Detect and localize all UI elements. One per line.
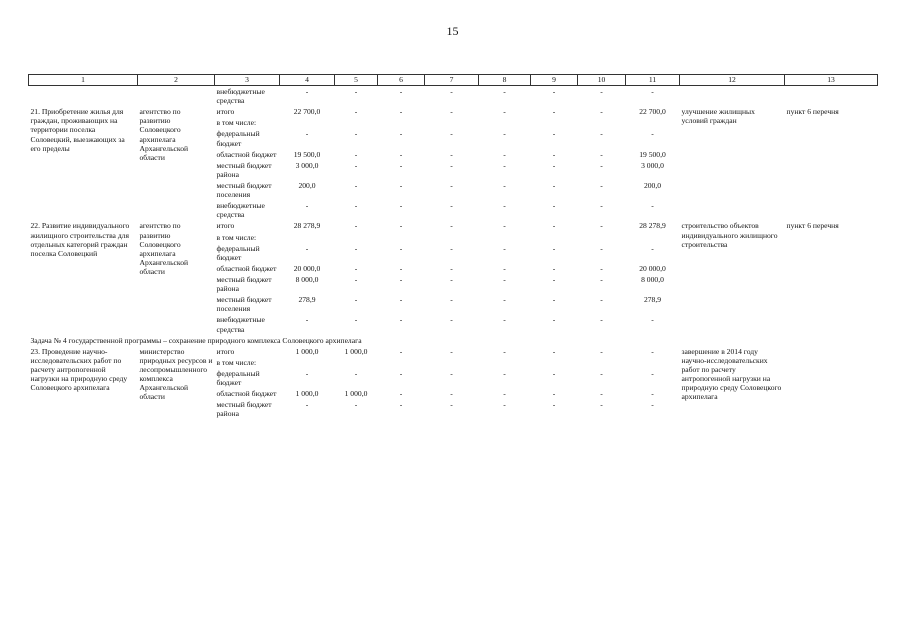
value-cell: - [600,107,603,117]
value-cell: 20 000,0 [639,263,666,273]
value-cell: - [651,400,654,410]
value-cell: - [552,368,556,378]
value-cell: 19 500,0 [293,149,321,159]
value-cell: - [354,160,358,170]
value-cell: 28 278,9 [293,221,321,231]
value-cell: - [651,129,654,139]
value-cell: - [354,107,358,117]
value-cell: 3 000,0 [641,160,664,170]
value-cell: - [651,389,654,399]
value-cell: - [651,201,654,211]
funding-source: в том числе: [216,118,257,128]
responsible-agency: агентство по развитию Соловецкого архипелага Архангельской области [139,107,189,162]
value-cell: - [600,295,603,305]
value-cell [378,232,425,243]
value-cell [280,232,335,243]
value-cell: - [450,389,453,399]
value-cell [531,232,578,243]
header-cell: 5 [335,75,378,86]
header-cell: 3 [215,75,280,86]
value-cell: 19 500,0 [639,149,666,159]
value-cell: - [450,221,453,231]
funding-source: областной бюджет [216,389,277,399]
expected-result: улучшение жилищных условий граждан [681,107,755,126]
value-cell: - [305,400,309,410]
value-cell: - [651,87,654,96]
value-cell: - [354,274,358,284]
value-cell: - [450,346,453,356]
value-cell: - [600,315,603,325]
header-cell: 13 [785,75,878,86]
value-cell: 3 000,0 [295,160,319,170]
value-cell: - [651,368,654,378]
value-cell: - [651,315,654,325]
value-cell: - [552,129,556,139]
value-cell: - [305,201,309,211]
task-row [29,335,878,346]
value-cell: - [399,346,403,356]
value-cell: - [600,201,603,211]
funding-source: внебюджетные средства [216,201,265,220]
value-cell: - [354,368,358,378]
value-cell: - [503,315,506,325]
value-cell: 22 700,0 [639,107,666,117]
value-cell [378,357,425,368]
value-cell: 278,9 [298,295,316,305]
value-cell: - [354,400,358,410]
value-cell [425,117,479,128]
value-cell: - [503,346,506,356]
value-cell: - [600,129,603,139]
value-cell: - [450,149,453,159]
value-cell: - [354,263,358,273]
value-cell: - [552,389,556,399]
value-cell [479,357,531,368]
value-cell: - [450,129,453,139]
responsible-agency: министерство природных ресурсов и лесопромышленного комплекса Архангельской области [139,346,213,402]
value-cell: - [552,180,556,190]
value-cell [479,117,531,128]
funding-source: в том числе: [216,357,257,367]
value-cell: - [552,149,556,159]
activity-name [29,86,138,107]
expected-result: строительство объектов индивидуального жилищного строительства [681,221,778,249]
activity-name: 21. Приобретение жилья для граждан, проживающих на территории поселка Соловецкий, выезжающих за его пределы [30,107,125,153]
value-cell: - [450,295,453,305]
value-cell: - [450,243,453,253]
value-cell: - [399,160,403,170]
header-cell: 4 [280,75,335,86]
responsible-agency [138,86,215,107]
value-cell: 278,9 [643,295,662,305]
header-cell: 11 [626,75,680,86]
expected-result [680,86,785,107]
header-cell: 10 [578,75,626,86]
value-cell: - [600,368,603,378]
value-cell: - [450,160,453,170]
header-cell: 2 [138,75,215,86]
value-cell: - [399,201,403,211]
page-number: 15 [446,24,459,38]
table-row [29,86,878,107]
value-cell: - [600,160,603,170]
reference-cell: пункт 6 перечня [786,221,839,231]
value-cell: - [450,315,453,325]
funding-source: местный бюджет района [216,274,272,294]
value-cell [531,357,578,368]
value-cell: - [305,129,309,139]
value-cell [626,232,680,243]
value-cell: 1 000,0 [344,389,368,399]
value-cell [378,117,425,128]
value-cell: - [503,201,506,211]
value-cell: - [503,180,506,190]
funding-source: в том числе: [216,232,257,242]
funding-source: местный бюджет поселения [216,295,272,314]
value-cell: - [399,221,403,231]
value-cell: - [503,129,506,139]
funding-source: итого [216,221,235,231]
table-row [29,106,878,117]
value-cell: - [552,221,556,231]
value-cell [531,117,578,128]
value-cell: - [399,180,403,190]
value-cell: - [503,160,506,170]
value-cell [578,117,626,128]
table-row [29,220,878,231]
value-cell: - [552,201,556,211]
value-cell: - [600,346,603,356]
funding-source: федеральный бюджет [216,129,260,148]
header-cell: 1 [29,75,138,86]
value-cell: - [305,315,309,325]
value-cell: - [503,400,506,410]
value-cell: - [552,243,556,253]
value-cell: - [503,295,506,305]
value-cell [578,232,626,243]
value-cell: - [600,149,603,159]
value-cell [425,357,479,368]
value-cell: - [399,149,403,159]
value-cell: 1 000,0 [295,346,319,356]
value-cell: - [399,129,403,139]
value-cell: - [600,243,603,253]
value-cell [479,232,531,243]
value-cell: - [600,400,603,410]
value-cell: - [552,400,556,410]
value-cell: - [450,201,453,211]
value-cell: - [399,295,403,305]
value-cell: - [399,400,403,410]
value-cell: - [450,274,453,284]
funding-source: внебюджетные средства [216,315,265,334]
value-cell: - [450,368,453,378]
value-cell: - [651,346,654,356]
funding-source: итого [216,107,235,117]
funding-source: федеральный бюджет [216,243,260,262]
value-cell: - [503,243,506,253]
value-cell: - [399,368,403,378]
value-cell [578,357,626,368]
value-cell: - [552,346,556,356]
value-cell [335,357,378,368]
value-cell: - [552,274,556,284]
value-cell: 200,0 [298,180,316,190]
header-cell: 8 [479,75,531,86]
task-heading: Задача № 4 государственной программы – сохранение природного комплекса Соловецкого архипелага [30,335,362,345]
expected-result: завершение в 2014 году научно-исследовательских работ по расчету антропогенной нагрузки на природную среду Соловецкого архипелага [681,346,782,402]
value-cell: 22 700,0 [293,107,321,117]
value-cell: - [450,400,453,410]
value-cell: - [354,221,358,231]
value-cell: 200,0 [643,180,662,190]
activity-name: 23. Проведение научно-исследовательских работ по расчету антропогенной нагрузки на природную среду Соловецкого архипелага [30,346,128,393]
value-cell: 8 000,0 [295,274,319,284]
value-cell: - [552,107,556,117]
value-cell: - [503,263,506,273]
value-cell: - [552,263,556,273]
value-cell: - [503,389,506,399]
program-table [28,74,878,420]
table-row [29,346,878,357]
funding-source: итого [216,346,235,356]
funding-source: областной бюджет [216,149,277,159]
value-cell [335,117,378,128]
value-cell: - [600,274,603,284]
value-cell: - [305,368,309,378]
funding-source: местный бюджет района [216,160,272,179]
funding-source: местный бюджет района [216,400,272,419]
value-cell: - [450,263,453,273]
value-cell: - [503,221,506,231]
value-cell: - [600,263,603,273]
value-cell: 28 278,9 [639,221,666,231]
value-cell: - [651,243,654,253]
value-cell: - [503,107,506,117]
value-cell [626,357,680,368]
value-cell: - [354,243,358,253]
header-cell: 12 [680,75,785,86]
funding-source: областной бюджет [216,263,277,273]
value-cell: - [503,368,506,378]
value-cell: - [600,87,603,96]
value-cell: - [600,180,603,190]
value-cell [425,232,479,243]
header-cell: 7 [425,75,479,86]
value-cell: 20 000,0 [293,263,321,273]
value-cell: - [399,389,403,399]
value-cell: - [503,87,506,96]
value-cell: - [399,315,403,325]
funding-source: местный бюджет поселения [216,180,272,200]
reference-cell: пункт 6 перечня [786,107,839,117]
value-cell: - [399,274,403,284]
value-cell: - [354,149,358,159]
value-cell: 8 000,0 [641,274,664,284]
value-cell: - [354,201,358,211]
funding-source: внебюджетные средства [216,87,265,106]
value-cell: - [354,315,358,325]
header-cell: 6 [378,75,425,86]
value-cell: - [503,274,506,284]
value-cell: - [354,129,358,139]
value-cell: - [354,180,358,190]
value-cell: - [552,295,556,305]
value-cell: - [399,263,403,273]
value-cell: - [552,160,556,170]
table-body [29,86,878,420]
value-cell: 1 000,0 [344,346,368,356]
value-cell: - [399,87,403,96]
value-cell: - [450,87,453,96]
value-cell: - [354,295,358,305]
value-cell [335,232,378,243]
value-cell: - [552,87,556,96]
value-cell: - [354,87,358,96]
value-cell: - [399,107,403,117]
value-cell: - [305,243,309,253]
value-cell: 1 000,0 [295,389,319,399]
activity-name: 22. Развитие индивидуального жилищного строительства для отдельных категорий граждан поселка Соловецкий [30,221,130,258]
value-cell: - [552,315,556,325]
reference-cell [785,346,878,420]
value-cell: - [600,389,603,399]
value-cell [626,117,680,128]
value-cell [280,357,335,368]
reference-cell [785,86,878,107]
value-cell: - [450,180,453,190]
value-cell: - [503,149,506,159]
value-cell: - [600,221,603,231]
header-row [29,75,878,86]
responsible-agency: агентство по развитию Соловецкого архипелага Архангельской области [139,221,189,276]
funding-source: федеральный бюджет [216,368,260,388]
header-cell: 9 [531,75,578,86]
value-cell: - [399,243,403,253]
value-cell: - [450,107,453,117]
value-cell: - [305,87,309,96]
value-cell [280,117,335,128]
